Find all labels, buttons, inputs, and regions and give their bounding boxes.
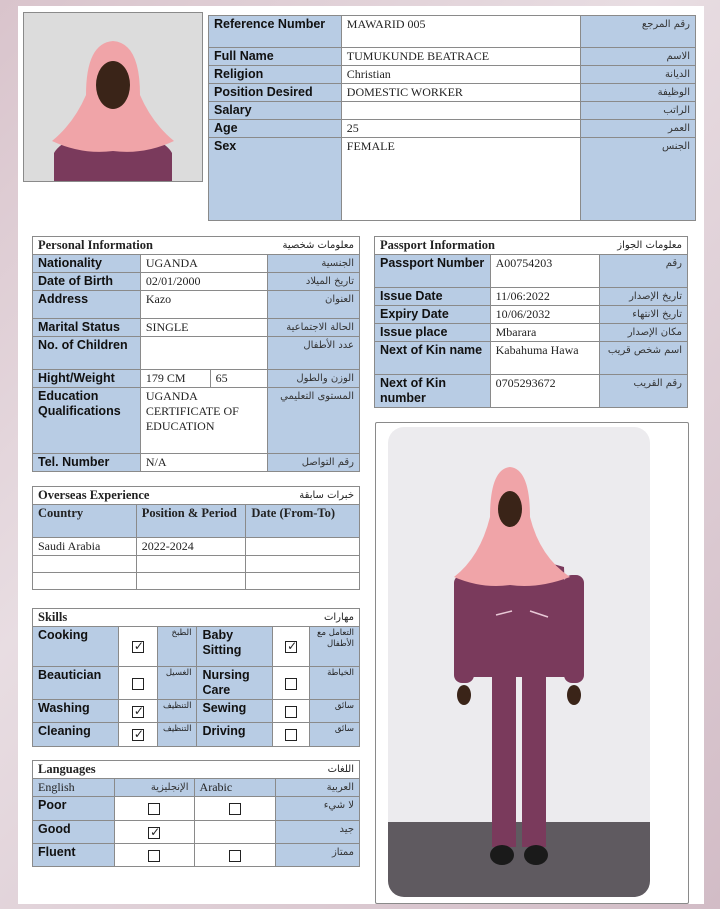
checkbox-empty-icon: [132, 678, 144, 690]
personal-info-table: [32, 236, 360, 472]
religion-label: Religion: [209, 66, 342, 84]
sex-label: Sex: [209, 138, 342, 221]
checkbox-empty-icon: [148, 803, 160, 815]
kin-name-label-ar: اسم شخص قريب: [600, 342, 688, 375]
skill-sewing-checkbox[interactable]: [272, 700, 310, 723]
checkbox-empty-icon: [285, 706, 297, 718]
overseas-header: [33, 487, 360, 505]
table-row: [33, 573, 360, 590]
checkbox-empty-icon: [285, 729, 297, 741]
cv-sheet: [18, 6, 704, 904]
kin-number-label-ar: رقم القريب: [600, 375, 688, 408]
dob-label-ar: تاريخ الميلاد: [268, 273, 360, 291]
nationality-label: Nationality: [33, 255, 141, 273]
checkbox-empty-icon: [229, 803, 241, 815]
height-value: 179 CM: [140, 370, 210, 388]
salary-label-ar: الراتب: [581, 102, 696, 120]
passport-info-header: [375, 237, 688, 255]
children-label-ar: عدد الأطفال: [268, 337, 360, 370]
skills-title-ar: مهارات: [323, 612, 354, 623]
address-value: Kazo: [140, 291, 268, 319]
lang-arabic-label: Arabic: [194, 779, 276, 797]
issue-place-value: Mbarara: [490, 324, 600, 342]
overseas-experience-table: [32, 486, 360, 590]
col-position-period: Position & Period: [136, 505, 246, 538]
kin-number-label: Next of Kin number: [375, 375, 491, 408]
issue-date-label: Issue Date: [375, 288, 491, 306]
english-poor-checkbox[interactable]: [114, 797, 194, 821]
lang-good-label: Good: [33, 821, 115, 844]
checkbox-checked-icon: [285, 641, 297, 653]
marital-value: SINGLE: [140, 319, 268, 337]
nationality-label-ar: الجنسية: [268, 255, 360, 273]
issue-place-label: Issue place: [375, 324, 491, 342]
row-date: [246, 538, 360, 556]
skill-cleaning-label-ar: التنظيف: [158, 723, 197, 747]
personal-info-title-ar: معلومات شخصية: [282, 240, 354, 251]
english-fluent-checkbox[interactable]: [114, 844, 194, 867]
tel-value: N/A: [140, 454, 268, 472]
tel-label: Tel. Number: [33, 454, 141, 472]
col-date: Date (From-To): [246, 505, 360, 538]
education-label-ar: المستوى التعليمي: [268, 388, 360, 454]
skill-washing-checkbox[interactable]: [118, 700, 157, 723]
passport-number-label: Passport Number: [375, 255, 491, 288]
languages-title-ar: اللغات: [327, 764, 354, 775]
issue-place-label-ar: مكان الإصدار: [600, 324, 688, 342]
row-period: 2022-2024: [136, 538, 246, 556]
skill-cleaning-checkbox[interactable]: [118, 723, 157, 747]
religion-value: Christian: [341, 66, 580, 84]
issue-date-label-ar: تاريخ الإصدار: [600, 288, 688, 306]
skill-beautician-label-ar: الغسيل: [158, 667, 197, 700]
position-value: DOMESTIC WORKER: [341, 84, 580, 102]
skill-washing-label: Washing: [33, 700, 119, 723]
lang-arabic-label-ar: العربية: [276, 779, 360, 797]
marital-label: Marital Status: [33, 319, 141, 337]
languages-table: [32, 760, 360, 867]
personal-info-title: Personal Information: [38, 238, 153, 252]
col-country: Country: [33, 505, 137, 538]
expiry-date-label: Expiry Date: [375, 306, 491, 324]
overseas-title-ar: خبرات سابقة: [299, 490, 354, 501]
checkbox-empty-icon: [229, 850, 241, 862]
passport-number-label-ar: رقم: [600, 255, 688, 288]
age-value: 25: [341, 120, 580, 138]
lang-english-label-ar: الإنجليزية: [114, 779, 194, 797]
salary-value: [341, 102, 580, 120]
lang-fluent-label: Fluent: [33, 844, 115, 867]
kin-number-value: 0705293672: [490, 375, 600, 408]
passport-number-value: A00754203: [490, 255, 600, 288]
kin-name-label: Next of Kin name: [375, 342, 491, 375]
profile-table: [208, 15, 696, 221]
full-body-photo-frame: [375, 422, 689, 904]
reference-value: MAWARID 005: [341, 16, 580, 48]
reference-label-ar: رقم المرجع: [581, 16, 696, 48]
weight-value: 65: [210, 370, 268, 388]
skills-header: [33, 609, 360, 627]
lang-good-label-ar: جيد: [276, 821, 360, 844]
address-label: Address: [33, 291, 141, 319]
skill-baby-checkbox[interactable]: [272, 627, 310, 667]
passport-info-table: [374, 236, 688, 408]
marital-label-ar: الحالة الاجتماعية: [268, 319, 360, 337]
languages-title: Languages: [38, 762, 96, 776]
checkbox-checked-icon: [132, 706, 144, 718]
lang-english-label: English: [33, 779, 115, 797]
skill-driving-label: Driving: [197, 723, 272, 747]
tel-label-ar: رقم التواصل: [268, 454, 360, 472]
portrait-photo-frame: [23, 12, 203, 182]
checkbox-checked-icon: [132, 641, 144, 653]
lang-fluent-label-ar: ممتاز: [276, 844, 360, 867]
height-weight-label: Hight/Weight: [33, 370, 141, 388]
arabic-poor-checkbox[interactable]: [194, 797, 276, 821]
age-label: Age: [209, 120, 342, 138]
height-weight-label-ar: الوزن والطول: [268, 370, 360, 388]
position-label-ar: الوظيفة: [581, 84, 696, 102]
fullname-label-ar: الاسم: [581, 48, 696, 66]
expiry-date-value: 10/06/2032: [490, 306, 600, 324]
skill-nursing-label: Nursing Care: [197, 667, 272, 700]
arabic-good-checkbox[interactable]: [194, 821, 276, 844]
kin-name-value: Kabahuma Hawa: [490, 342, 600, 375]
skill-beautician-label: Beautician: [33, 667, 119, 700]
issue-date-value: 11/06:2022: [490, 288, 600, 306]
skill-nursing-label-ar: الخياطة: [310, 667, 360, 700]
checkbox-empty-icon: [148, 850, 160, 862]
skill-cooking-label-ar: الطبخ: [158, 627, 197, 667]
address-label-ar: العنوان: [268, 291, 360, 319]
skill-cooking-label: Cooking: [33, 627, 119, 667]
skill-driving-checkbox[interactable]: [272, 723, 310, 747]
children-label: No. of Children: [33, 337, 141, 370]
checkbox-checked-icon: [148, 827, 160, 839]
dob-value: 02/01/2000: [140, 273, 268, 291]
skill-beautician-checkbox[interactable]: [118, 667, 157, 700]
position-label: Position Desired: [209, 84, 342, 102]
education-label: Education Qualifications: [33, 388, 141, 454]
fullname-label: Full Name: [209, 48, 342, 66]
passport-info-title: Passport Information: [380, 238, 495, 252]
skills-title: Skills: [38, 610, 68, 624]
personal-info-header: [33, 237, 360, 255]
skill-nursing-checkbox[interactable]: [272, 667, 310, 700]
portrait-photo: [24, 13, 202, 181]
lang-poor-label-ar: لا شيء: [276, 797, 360, 821]
arabic-fluent-checkbox[interactable]: [194, 844, 276, 867]
checkbox-checked-icon: [132, 729, 144, 741]
skill-cleaning-label: Cleaning: [33, 723, 119, 747]
skill-baby-label-ar: التعامل مع الأطفال: [310, 627, 360, 667]
expiry-date-label-ar: تاريخ الانتهاء: [600, 306, 688, 324]
fullname-value: TUMUKUNDE BEATRACE: [341, 48, 580, 66]
english-good-checkbox[interactable]: [114, 821, 194, 844]
table-row: [33, 538, 360, 556]
sex-value: FEMALE: [341, 138, 580, 221]
skill-driving-label-ar: سائق: [310, 723, 360, 747]
skill-sewing-label: Sewing: [197, 700, 272, 723]
full-body-photo: [388, 427, 650, 897]
children-value: [140, 337, 268, 370]
lang-poor-label: Poor: [33, 797, 115, 821]
skills-table: [32, 608, 360, 747]
checkbox-empty-icon: [285, 678, 297, 690]
overseas-title: Overseas Experience: [38, 488, 150, 502]
table-row: [33, 556, 360, 573]
sex-label-ar: الجنس: [581, 138, 696, 221]
dob-label: Date of Birth: [33, 273, 141, 291]
education-value: UGANDA CERTIFICATE OF EDUCATION: [140, 388, 268, 454]
languages-header: [33, 761, 360, 779]
age-label-ar: العمر: [581, 120, 696, 138]
nationality-value: UGANDA: [140, 255, 268, 273]
row-country: Saudi Arabia: [33, 538, 137, 556]
skill-cooking-checkbox[interactable]: [118, 627, 157, 667]
religion-label-ar: الديانة: [581, 66, 696, 84]
skill-baby-label: Baby Sitting: [197, 627, 272, 667]
passport-info-title-ar: معلومات الجواز: [617, 240, 682, 251]
skill-sewing-label-ar: سائق: [310, 700, 360, 723]
skill-washing-label-ar: التنظيف: [158, 700, 197, 723]
reference-label: Reference Number: [209, 16, 342, 48]
salary-label: Salary: [209, 102, 342, 120]
